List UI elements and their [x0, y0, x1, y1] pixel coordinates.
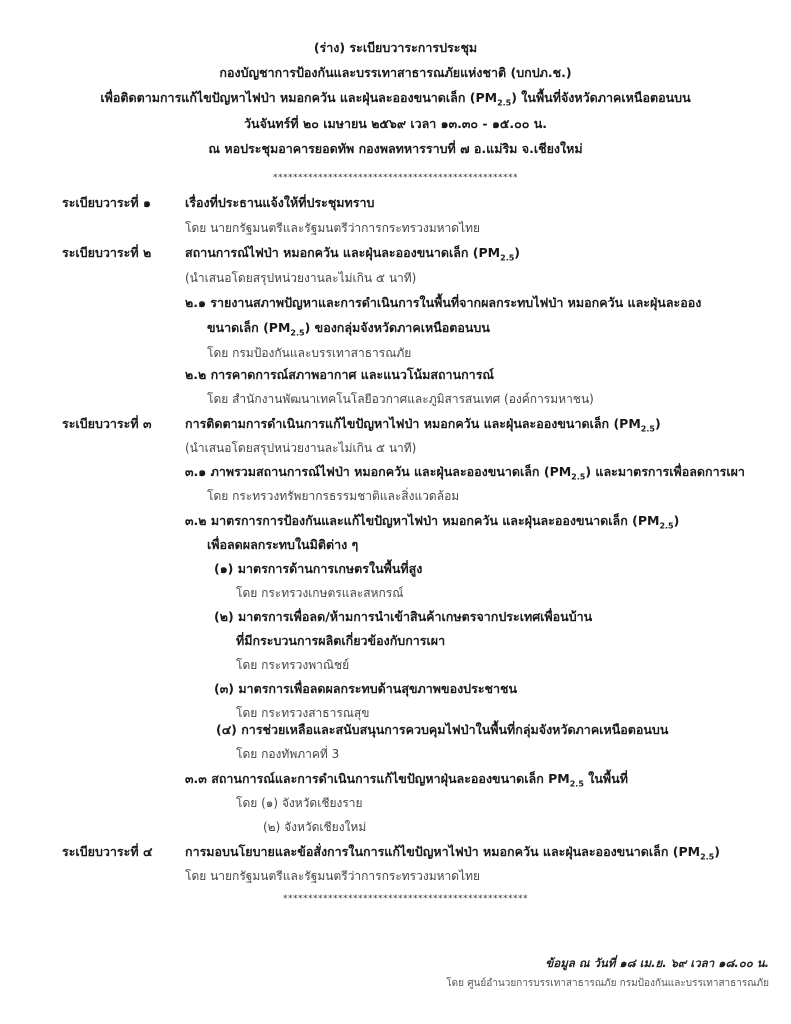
agenda-3-title: การติดตามการดำเนินการแก้ไขปัญหาไฟป่า หมอกควัน และฝุ่นละอองขนาดเล็ก $(PM_{2.5})$ [185, 416, 661, 434]
data-source: โดย ศูนย์อำนวยการบรรเทาสาธารณภัย กรมป้องกันและบรรเทาสาธารณภัย [446, 978, 769, 989]
item-2-2-title: ๒.๒ การคาดการณ์สภาพอากาศ และแนวโน้มสถานการณ์ [185, 367, 495, 382]
header-separator: ************************************************* [273, 173, 518, 183]
item-3-2-title-cont: เพื่อลดผลกระทบในมิติต่าง ๆ [207, 537, 359, 552]
sub-item-4-title: (๔) การช่วยเหลือและสนับสนุนการควบคุมไฟป่าในพื้นที่กลุ่มจังหวัดภาคเหนือตอนบน [216, 722, 669, 737]
item-2-1-title: ๒.๑ รายงานสภาพปัญหาและการดำเนินการในพื้นที่จากผลกระทบไฟป่า หมอกควัน และฝุ่นละออง [185, 295, 702, 310]
meeting-venue: ณ หอประชุมอาคารยอดทัพ กองพลทหารราบที่ ๗ อ.แม่ริม จ.เชียงใหม่ [208, 141, 583, 156]
data-timestamp: ข้อมูล ณ วันที่ ๑๘ เม.ย. ๖๙ เวลา ๑๘.๐๐ น. [545, 956, 769, 970]
sub-item-2-title: (๒) มาตรการเพื่อลด/ห้ามการนำเข้าสินค้าเกษตรจากประเทศเพื่อนบ้าน [214, 609, 593, 624]
agenda-1-title: เรื่องที่ประธานแจ้งให้ที่ประชุมทราบ [185, 195, 375, 210]
item-3-1-title: ๓.๑ ภาพรวมสถานการณ์ไฟป่า หมอกควัน และฝุ่นละอองขนาดเล็ก $(PM_{2.5})$ และมาตรการเพื่อลดการเผา [185, 464, 745, 482]
agenda-4-title: การมอบนโยบายและข้อสั่งการในการแก้ไขปัญหาไฟป่า หมอกควัน และฝุ่นละอองขนาดเล็ก $(PM_{2.5})$ [185, 844, 720, 862]
agenda-3-label: ระเบียบวาระที่ ๓ [62, 416, 152, 431]
item-3-1-presenter: โดย กระทรวงทรัพยากรธรรมชาติและสิ่งแวดล้อม [207, 489, 460, 503]
item-3-2-title: ๓.๒ มาตรการการป้องกันและแก้ไขปัญหาไฟป่า หมอกควัน และฝุ่นละอองขนาดเล็ก $(PM_{2.5})$ [185, 513, 680, 531]
sub-item-1-title: (๑) มาตรการด้านการเกษตรในพื้นที่สูง [214, 561, 423, 576]
agenda-3-note: (นำเสนอโดยสรุปหน่วยงานละไม่เกิน ๕ นาที) [185, 441, 417, 455]
meeting-purpose: เพื่อติดตามการแก้ไขปัญหาไฟป่า หมอกควัน และฝุ่นละอองขนาดเล็ก $(PM_{2.5})$ ในพื้นที่จังหวัดภาคเหนือตอนบน [100, 90, 691, 108]
sub-item-3-presenter: โดย กระทรวงสาธารณสุข [236, 706, 370, 720]
sub-item-3-title: (๓) มาตรการเพื่อลดผลกระทบด้านสุขภาพของประชาชน [214, 681, 518, 696]
item-3-3-presenter-2: (๒) จังหวัดเชียงใหม่ [263, 820, 367, 834]
organization-name: กองบัญชาการป้องกันและบรรเทาสาธารณภัยแห่งชาติ (บกปภ.ช.) [219, 65, 572, 80]
agenda-1-label: ระเบียบวาระที่ ๑ [62, 195, 151, 210]
item-2-2-presenter: โดย สำนักงานพัฒนาเทคโนโลยีอวกาศและภูมิสารสนเทศ (องค์การมหาชน) [207, 392, 594, 406]
agenda-2-title: สถานการณ์ไฟป่า หมอกควัน และฝุ่นละอองขนาดเล็ก $(PM_{2.5})$ [185, 245, 521, 263]
item-2-1-presenter: โดย กรมป้องกันและบรรเทาสาธารณภัย [207, 346, 412, 360]
item-3-3-title: ๓.๓ สถานการณ์และการดำเนินการแก้ไขปัญหาฝุ่นละอองขนาดเล็ก $PM_{2.5}$ ในพื้นที่ [185, 771, 628, 789]
agenda-4-presenter: โดย นายกรัฐมนตรีและรัฐมนตรีว่าการกระทรวงมหาดไทย [185, 869, 481, 883]
item-2-1-title-cont: ขนาดเล็ก $(PM_{2.5})$ ของกลุ่มจังหวัดภาคเหนือตอนบน [207, 320, 490, 338]
sub-item-2-title-cont: ที่มีกระบวนการผลิตเกี่ยวข้องกับการเผา [236, 633, 446, 648]
agenda-2-note: (นำเสนอโดยสรุปหน่วยงานละไม่เกิน ๕ นาที) [185, 271, 417, 285]
sub-item-2-presenter: โดย กระทรวงพาณิชย์ [236, 658, 350, 672]
agenda-1-presenter: โดย นายกรัฐมนตรีและรัฐมนตรีว่าการกระทรวงมหาดไทย [185, 221, 481, 235]
meeting-datetime: วันจันทร์ที่ ๒๐ เมษายน ๒๕๖๙ เวลา ๑๓.๓๐ - ๑๕.๐๐ น. [244, 116, 547, 131]
sub-item-1-presenter: โดย กระทรวงเกษตรและสหกรณ์ [236, 586, 404, 600]
footer-separator: ************************************************* [283, 894, 528, 904]
document-title: (ร่าง) ระเบียบวาระการประชุม [313, 40, 478, 55]
agenda-4-label: ระเบียบวาระที่ ๔ [62, 844, 153, 859]
agenda-2-label: ระเบียบวาระที่ ๒ [62, 245, 152, 260]
sub-item-4-presenter: โดย กองทัพภาคที่ 3 [236, 747, 340, 761]
item-3-3-presenter-1: โดย (๑) จังหวัดเชียงราย [236, 796, 363, 810]
